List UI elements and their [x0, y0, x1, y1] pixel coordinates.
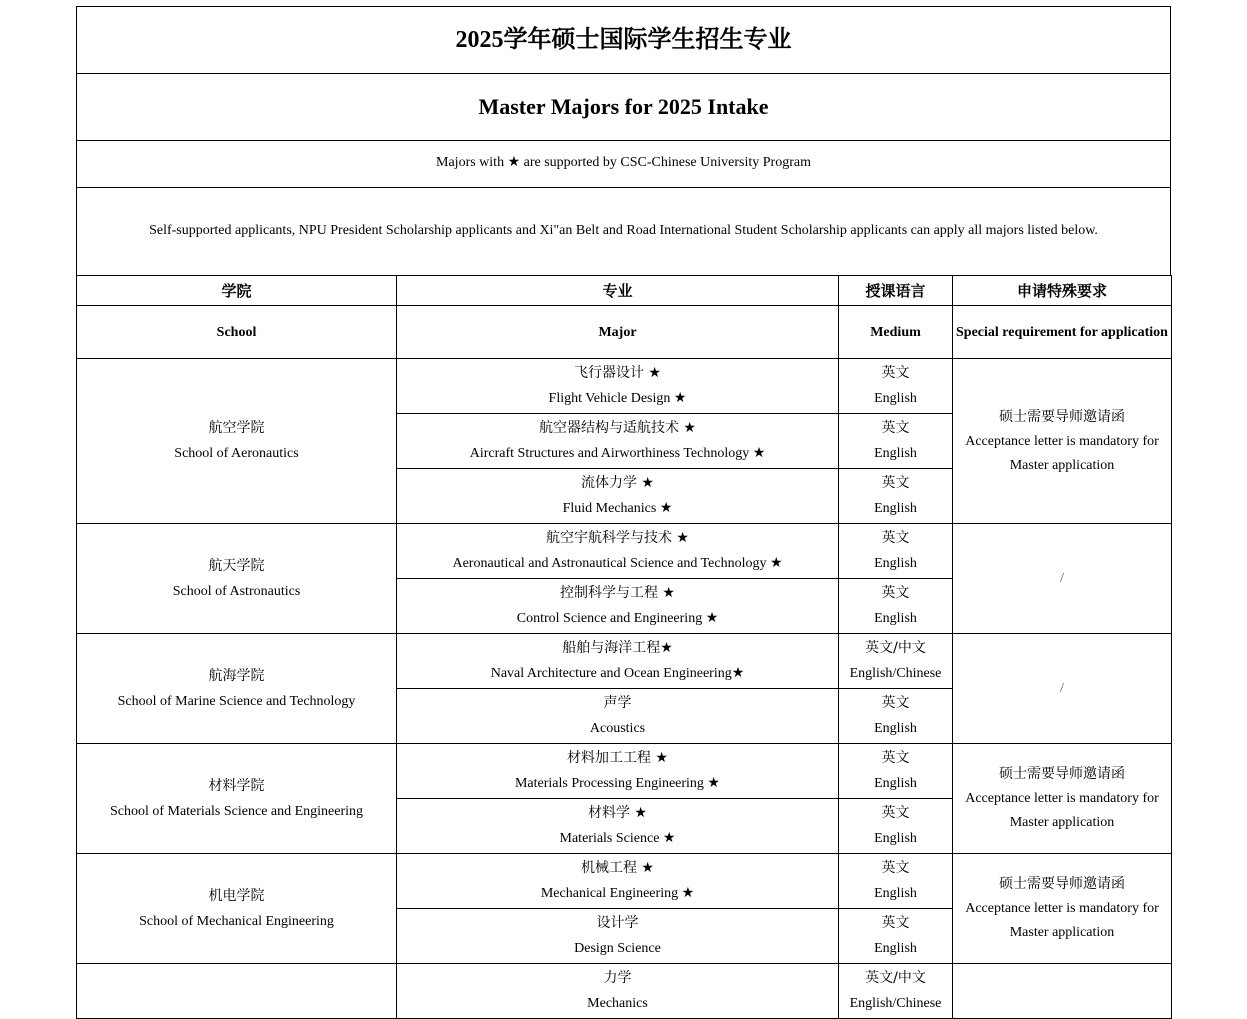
- major-cell: [397, 579, 839, 634]
- medium-cell: [839, 744, 953, 799]
- major-name-cn: 材料学 ★: [587, 805, 647, 821]
- major-name-cn: 机械工程 ★: [580, 860, 654, 876]
- school-name-cn: 航海学院: [208, 667, 265, 684]
- medium-en: English: [874, 501, 917, 516]
- majors-document: [76, 6, 1171, 1019]
- school-name-cn: 机电学院: [208, 887, 265, 904]
- medium-cn: 英文: [881, 695, 910, 711]
- medium-en: English/Chinese: [849, 666, 942, 681]
- medium-cn: 英文: [881, 915, 910, 931]
- major-name-en: Design Science: [574, 941, 661, 956]
- header-req-cn: 申请特殊要求: [953, 276, 1172, 306]
- medium-cell: [839, 854, 953, 909]
- major-name-en: Naval Architecture and Ocean Engineering★: [490, 666, 745, 681]
- header-school-cn: 学院: [77, 276, 397, 306]
- header-medium-en: Medium: [839, 306, 953, 359]
- requirement-en: Acceptance letter is mandatory for Master application: [965, 901, 1159, 940]
- header-req-en: Special requirement for application: [953, 306, 1172, 359]
- medium-cn: 英文: [881, 805, 910, 821]
- major-name-en: Flight Vehicle Design ★: [548, 391, 687, 406]
- table-row: [77, 744, 1172, 799]
- major-name-cn: 飞行器设计 ★: [573, 365, 661, 381]
- medium-cell: [839, 909, 953, 964]
- major-cell: [397, 799, 839, 854]
- majors-table: [76, 275, 1172, 1019]
- medium-cn: 英文: [881, 420, 910, 436]
- medium-cn: 英文/中文: [865, 970, 926, 986]
- medium-cell: [839, 469, 953, 524]
- medium-en: English: [874, 721, 917, 736]
- table-row: [77, 854, 1172, 909]
- table-row: [77, 359, 1172, 414]
- page-title-en: Master Majors for 2025 Intake: [76, 73, 1171, 140]
- school-name-en: School of Astronautics: [172, 583, 301, 599]
- school-name-en: School of Marine Science and Technology: [117, 693, 356, 709]
- school-cell: [77, 854, 397, 964]
- medium-cell: [839, 964, 953, 1019]
- school-name-en: School of Mechanical Engineering: [139, 913, 334, 929]
- requirement-en: Acceptance letter is mandatory for Master application: [965, 791, 1159, 830]
- requirement-cell: /: [953, 634, 1172, 744]
- medium-en: English: [874, 831, 917, 846]
- major-cell: [397, 524, 839, 579]
- school-name-cn: 材料学院: [208, 777, 265, 794]
- major-name-en: Fluid Mechanics ★: [562, 501, 673, 516]
- header-medium-cn: 授课语言: [839, 276, 953, 306]
- medium-cell: [839, 359, 953, 414]
- major-cell: [397, 414, 839, 469]
- major-cell: [397, 469, 839, 524]
- school-cell: [77, 359, 397, 524]
- medium-cell: [839, 689, 953, 744]
- medium-cell: [839, 634, 953, 689]
- major-name-en: Materials Science ★: [559, 831, 676, 846]
- major-cell: [397, 634, 839, 689]
- major-cell: [397, 689, 839, 744]
- header-school-en: School: [77, 306, 397, 359]
- major-name-en: Acoustics: [589, 721, 646, 736]
- requirement-cell: [953, 964, 1172, 1019]
- major-name-cn: 航空器结构与适航技术 ★: [538, 420, 696, 436]
- medium-cn: 英文: [881, 475, 910, 491]
- school-cell: [77, 964, 397, 1019]
- requirement-en: Acceptance letter is mandatory for Master application: [965, 433, 1159, 473]
- school-cell: [77, 524, 397, 634]
- major-name-cn: 力学: [603, 970, 632, 986]
- major-name-en: Control Science and Engineering ★: [516, 611, 719, 626]
- requirement-cell: [953, 854, 1172, 964]
- requirement-cn: 硕士需要导师邀请函: [999, 408, 1125, 425]
- medium-en: English/Chinese: [849, 996, 942, 1011]
- major-name-cn: 航空宇航科学与技术 ★: [545, 530, 689, 546]
- header-major-cn: 专业: [397, 276, 839, 306]
- major-cell: [397, 964, 839, 1019]
- school-name-cn: 航空学院: [208, 420, 265, 436]
- medium-cn: 英文: [881, 365, 910, 381]
- major-name-cn: 流体力学 ★: [580, 475, 654, 491]
- medium-cell: [839, 799, 953, 854]
- major-name-cn: 声学: [603, 695, 632, 711]
- medium-cn: 英文: [881, 860, 910, 876]
- medium-cell: [839, 579, 953, 634]
- page-title-cn: 2025学年硕士国际学生招生专业: [76, 6, 1171, 73]
- major-name-en: Aircraft Structures and Airworthiness Technology ★: [469, 446, 766, 461]
- medium-en: English: [874, 446, 917, 461]
- school-cell: [77, 634, 397, 744]
- major-name-en: Mechanical Engineering ★: [540, 886, 695, 901]
- medium-en: English: [874, 556, 917, 571]
- requirement-cn: 硕士需要导师邀请函: [999, 766, 1125, 782]
- csc-note: Majors with ★ are supported by CSC-Chinese University Program: [76, 140, 1171, 187]
- medium-cn: 英文/中文: [865, 640, 926, 656]
- major-name-en: Materials Processing Engineering ★: [514, 776, 720, 791]
- medium-cn: 英文: [881, 530, 910, 546]
- medium-en: English: [874, 941, 917, 956]
- medium-cell: [839, 524, 953, 579]
- medium-cn: 英文: [881, 750, 910, 766]
- requirement-cn: 硕士需要导师邀请函: [999, 876, 1125, 892]
- table-row: [77, 634, 1172, 689]
- header-major-en: Major: [397, 306, 839, 359]
- self-supported-note: Self-supported applicants, NPU President Scholarship applicants and Xi"an Belt and Road International Student Scholarship applicants can apply all majors listed below.: [76, 187, 1171, 275]
- table-row: [77, 964, 1172, 1019]
- requirement-cell: [953, 359, 1172, 524]
- school-name-en: School of Aeronautics: [174, 446, 299, 461]
- major-name-en: Mechanics: [587, 996, 648, 1011]
- major-name-cn: 设计学: [596, 915, 639, 931]
- major-name-cn: 控制科学与工程 ★: [559, 585, 675, 601]
- medium-cell: [839, 414, 953, 469]
- medium-en: English: [874, 391, 917, 406]
- medium-en: English: [874, 776, 917, 791]
- medium-cn: 英文: [881, 585, 910, 601]
- requirement-cell: /: [953, 524, 1172, 634]
- medium-en: English: [874, 886, 917, 901]
- medium-en: English: [874, 611, 917, 626]
- major-cell: [397, 854, 839, 909]
- school-name-en: School of Materials Science and Engineering: [109, 803, 364, 819]
- major-cell: [397, 359, 839, 414]
- major-name-cn: 船舶与海洋工程★: [562, 640, 673, 656]
- requirement-cell: [953, 744, 1172, 854]
- school-name-cn: 航天学院: [208, 557, 265, 574]
- major-name-cn: 材料加工工程 ★: [566, 750, 668, 766]
- major-name-en: Aeronautical and Astronautical Science and Technology ★: [452, 556, 783, 571]
- school-cell: [77, 744, 397, 854]
- major-cell: [397, 909, 839, 964]
- major-cell: [397, 744, 839, 799]
- table-row: [77, 524, 1172, 579]
